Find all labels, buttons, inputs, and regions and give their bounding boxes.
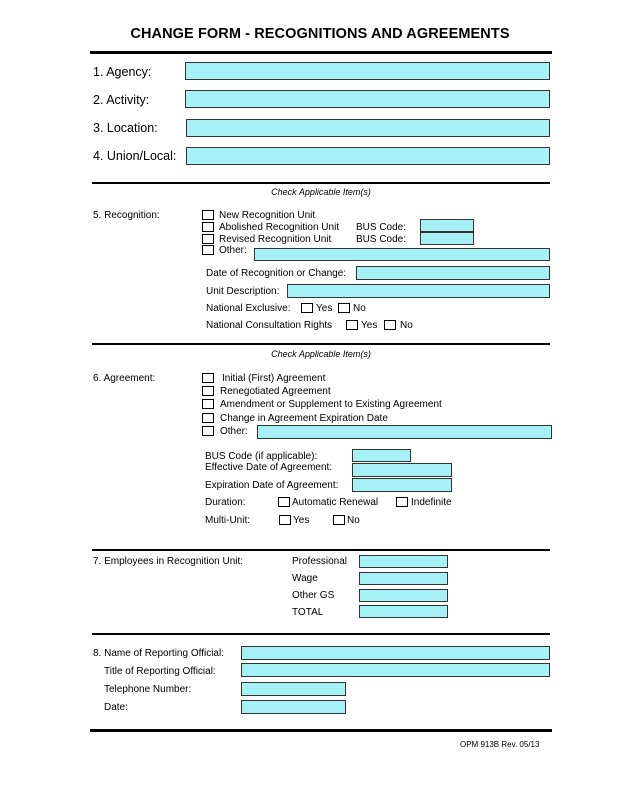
official-name-field[interactable] xyxy=(241,646,550,660)
agreement-label: 6. Agreement: xyxy=(93,373,156,384)
check-applicable-header-2: Check Applicable Item(s) xyxy=(271,349,371,359)
abolished-bus-code-field[interactable] xyxy=(420,219,474,232)
national-consultation-yes-label: Yes xyxy=(361,320,378,331)
multi-unit-no-label: No xyxy=(347,515,360,526)
unit-description-field[interactable] xyxy=(287,284,550,298)
national-exclusive-no-checkbox[interactable] xyxy=(338,303,350,313)
automatic-renewal-label: Automatic Renewal xyxy=(292,497,379,508)
revised-bus-code-field[interactable] xyxy=(420,232,474,245)
location-field[interactable] xyxy=(186,119,550,137)
total-field[interactable] xyxy=(359,605,448,618)
expiration-date-label: Expiration Date of Agreement: xyxy=(205,480,339,491)
national-consultation-yes-checkbox[interactable] xyxy=(346,320,358,330)
revised-recognition-label: Revised Recognition Unit xyxy=(219,234,332,245)
effective-date-field[interactable] xyxy=(352,463,452,477)
official-name-label: 8. Name of Reporting Official: xyxy=(93,648,224,659)
national-consultation-no-checkbox[interactable] xyxy=(384,320,396,330)
revised-bus-code-label: BUS Code: xyxy=(356,234,407,245)
agreement-bus-code-field[interactable] xyxy=(352,449,411,462)
recognition-date-field[interactable] xyxy=(356,266,550,280)
agreement-other-label: Other: xyxy=(220,426,248,437)
initial-agreement-label: Initial (First) Agreement xyxy=(222,373,326,384)
section-rule-4 xyxy=(92,633,550,635)
section-rule-3 xyxy=(92,549,550,551)
activity-label: 2. Activity: xyxy=(93,93,150,107)
unit-description-label: Unit Description: xyxy=(206,286,280,297)
renegotiated-agreement-label: Renegotiated Agreement xyxy=(220,386,331,397)
agency-label: 1. Agency: xyxy=(93,65,152,79)
multi-unit-yes-label: Yes xyxy=(293,515,310,526)
recognition-other-checkbox[interactable] xyxy=(202,245,214,255)
amendment-checkbox[interactable] xyxy=(202,399,214,409)
abolished-bus-code-label: BUS Code: xyxy=(356,222,407,233)
recognition-label: 5. Recognition: xyxy=(93,210,160,221)
national-exclusive-no-label: No xyxy=(353,303,366,314)
section-rule-1 xyxy=(92,182,550,184)
employees-label: 7. Employees in Recognition Unit: xyxy=(93,556,244,567)
duration-label: Duration: xyxy=(205,497,246,508)
official-title-label: Title of Reporting Official: xyxy=(104,666,216,677)
national-consultation-no-label: No xyxy=(400,320,413,331)
renegotiated-agreement-checkbox[interactable] xyxy=(202,386,214,396)
agency-field[interactable] xyxy=(185,62,550,80)
change-expiration-checkbox[interactable] xyxy=(202,413,214,423)
telephone-label: Telephone Number: xyxy=(104,684,192,695)
date-label: Date: xyxy=(104,702,128,713)
other-gs-field[interactable] xyxy=(359,589,448,602)
recognition-other-field[interactable] xyxy=(254,248,550,261)
section-rule-2 xyxy=(92,343,550,345)
initial-agreement-checkbox[interactable] xyxy=(202,373,214,383)
indefinite-checkbox[interactable] xyxy=(396,497,408,507)
effective-date-label: Effective Date of Agreement: xyxy=(205,462,333,473)
new-recognition-label: New Recognition Unit xyxy=(219,210,316,221)
national-exclusive-yes-label: Yes xyxy=(316,303,333,314)
union-label: 4. Union/Local: xyxy=(93,149,177,163)
abolished-recognition-checkbox[interactable] xyxy=(202,222,214,232)
location-label: 3. Location: xyxy=(93,121,158,135)
wage-label: Wage xyxy=(292,573,318,584)
national-exclusive-yes-checkbox[interactable] xyxy=(301,303,313,313)
abolished-recognition-label: Abolished Recognition Unit xyxy=(219,222,340,233)
wage-field[interactable] xyxy=(359,572,448,585)
multi-unit-yes-checkbox[interactable] xyxy=(279,515,291,525)
multi-unit-no-checkbox[interactable] xyxy=(333,515,345,525)
page-title: CHANGE FORM - RECOGNITIONS AND AGREEMENTS xyxy=(130,26,510,42)
telephone-field[interactable] xyxy=(241,682,346,696)
expiration-date-field[interactable] xyxy=(352,478,452,492)
check-applicable-header-1: Check Applicable Item(s) xyxy=(271,187,371,197)
top-rule xyxy=(90,51,552,54)
official-title-field[interactable] xyxy=(241,663,550,677)
automatic-renewal-checkbox[interactable] xyxy=(278,497,290,507)
recognition-other-label: Other: xyxy=(219,245,247,256)
other-gs-label: Other GS xyxy=(292,590,335,601)
total-label: TOTAL xyxy=(292,607,324,618)
new-recognition-checkbox[interactable] xyxy=(202,210,214,220)
bottom-rule xyxy=(90,729,552,732)
agreement-bus-code-label: BUS Code (if applicable): xyxy=(205,451,318,462)
agreement-other-field[interactable] xyxy=(257,425,552,439)
date-field[interactable] xyxy=(241,700,346,714)
national-exclusive-label: National Exclusive: xyxy=(206,303,291,314)
revised-recognition-checkbox[interactable] xyxy=(202,234,214,244)
multi-unit-label: Multi-Unit: xyxy=(205,515,251,526)
activity-field[interactable] xyxy=(185,90,550,108)
professional-label: Professional xyxy=(292,556,348,567)
change-expiration-label: Change in Agreement Expiration Date xyxy=(220,413,388,424)
professional-field[interactable] xyxy=(359,555,448,568)
amendment-label: Amendment or Supplement to Existing Agreement xyxy=(220,399,442,410)
union-field[interactable] xyxy=(186,147,550,165)
form-number: OPM 913B Rev. 05/13 xyxy=(460,740,540,749)
indefinite-label: Indefinite xyxy=(411,497,452,508)
national-consultation-label: National Consultation Rights xyxy=(206,320,333,331)
recognition-date-label: Date of Recognition or Change: xyxy=(206,268,347,279)
agreement-other-checkbox[interactable] xyxy=(202,426,214,436)
